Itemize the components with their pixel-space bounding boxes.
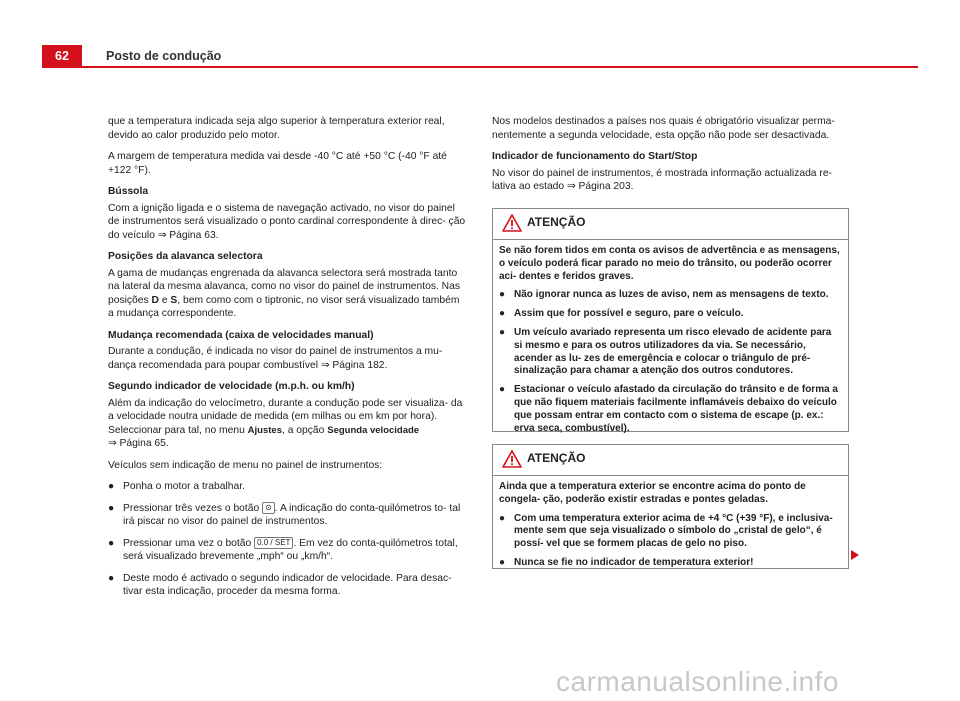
list-item [108,537,466,564]
menu-segunda-velocidade: Segunda velocidade [327,424,420,436]
paragraph [108,267,466,321]
list-text: Deste modo é activado o segundo indicador de velocidade. Para desac- tivar esta indicação, proceder da mesma forma. [123,572,452,597]
page-number: 62 [42,45,82,67]
gear-s: S [170,294,178,306]
warning-body [493,240,848,447]
list-text: Não ignorar nunca as luzes de aviso, nem as mensagens de texto. [514,289,829,301]
bullet-icon: ● [499,326,506,338]
section-title: Posto de condução [106,49,222,63]
subheading-posicoes: Posições da alavanca selectora [108,251,263,262]
subheading-segundo: Segundo indicador de velocidade (m.p.h. ou km/h) [108,381,355,392]
bullet-icon: ● [108,481,115,492]
list-item [108,480,466,494]
bullet-icon: ● [108,572,115,584]
warning-text: Se não forem tidos em conta os avisos de advertência e as mensagens, o veículo poderá ficar parado no meio do trânsito, ou poderão ocorrer aci- dentes e feridos graves. [499,245,840,282]
bullet-icon: ● [499,556,506,568]
subheading-startstop: Indicador de funcionamento do Start/Stop [492,151,698,162]
text: Pressionar uma vez o botão [123,537,255,549]
paragraph: No visor do painel de instrumentos, é mostrada informação actualizada re- lativa ao estado ⇒ Página 203. [492,167,832,192]
list-item [499,384,842,435]
page-reference: ⇒ Página 65. [108,438,169,449]
list-text: Estacionar o veículo afastado da circulação do trânsito e de forma a que não fiquem materiais facilmente inflamáveis debaixo do veículo que possam entrar em contacto com o sistema de escape (p. ex.: erva seca, combustível). [514,384,838,434]
warning-box [492,208,849,432]
paragraph: Veículos sem indicação de menu no painel de instrumentos: [108,459,383,471]
list-item [499,327,842,378]
bullet-icon: ● [499,308,506,320]
warning-triangle-icon [502,214,522,237]
warning-header [493,445,848,476]
list-item [499,557,842,570]
list-text: Um veículo avariado representa um risco elevado de acidente para si mesmo e para os outros utilizadores da via. Se necessário, acender as lu- zes de emergência e colocar o triângulo de pré-sinalização para chamar a atenção dos outros condutores. [514,326,832,377]
warning-header [493,209,848,240]
gear-d: D [151,294,159,306]
text: . Em vez do conta-quilómetros total, será visualizado brevemente „mph“ ou „km/h“. [123,537,458,562]
paragraph: Com a ignição ligada e o sistema de navegação activado, no visor do painel de instrumentos será visualizado o ponto cardinal correspondente à direc- ção do veículo ⇒ Página 63. [108,202,466,241]
text: , bem como com o tiptronic, no visor será visualizado também a mudança correspondente. [108,294,460,319]
text: Além da indicação do velocímetro, durante a condução pode ser visualiza- da a velocidade noutra unidade de medida (em milhas ou em km por hora). Seleccionar para tal, no menu [108,397,463,436]
text: . A indicação do conta-quilómetros to- tal irá piscar no visor do painel de instrumentos. [123,502,461,527]
text: e [158,294,171,306]
paragraph: Nos modelos destinados a países nos quais é obrigatório visualizar perma- nentemente a segunda velocidade, esta opção não pode ser desactivada. [492,116,835,141]
list-text: Assim que for possível e seguro, pare o veículo. [514,308,744,320]
watermark: carmanualsonline.info [556,666,839,697]
list-item [108,502,466,529]
set-button-icon: 0.0 / SET [254,537,293,549]
warning-triangle-icon [502,450,522,473]
paragraph: A margem de temperatura medida vai desde -40 °C até +50 °C (-40 °F até +122 °F). [108,151,447,176]
list-text: Nunca se fie no indicador de temperatura exterior! [514,556,754,568]
menu-ajustes: Ajustes [247,424,282,436]
warning-body [493,476,848,582]
list-item [108,572,466,599]
bullet-icon: ● [108,537,115,549]
header-divider [42,66,918,68]
bullet-icon: ● [499,512,506,524]
text: A gama de mudanças engrenada da alavanca selectora será mostrada tanto na lateral da mesma alavanca, como no visor do painel de instrumentos. Nas posições [108,267,460,306]
list-text: Com uma temperatura exterior acima de +4 °C (+39 °F), e inclusiva- mente sem que seja visualizado o símbolo do „cristal de gelo“, é possí- vel que se formem placas de gelo no piso. [514,512,833,550]
text: , a opção [282,424,328,436]
bullet-icon: ● [499,384,506,396]
left-column [108,115,466,607]
list-text: Ponha o motor a trabalhar. [123,481,245,492]
list-item [499,513,842,551]
paragraph: Durante a condução, é indicada no visor do painel de instrumentos a mu- dança recomendada para poupar combustível ⇒ Página 182. [108,346,443,371]
continue-arrow-icon [851,550,859,560]
bullet-icon: ● [499,289,506,301]
list-item [499,308,842,321]
warning-text: Ainda que a temperatura exterior se encontre acima do ponto de congela- ção, poderão existir estradas e pontes geladas. [499,481,806,505]
warning-box [492,444,849,569]
list-item [499,289,842,302]
warning-title: ATENÇÃO [527,215,586,229]
list-text [123,502,466,529]
right-column [492,115,848,202]
subheading-bussola: Bússola [108,186,149,197]
list-text [123,537,466,564]
paragraph: que a temperatura indicada seja algo superior à temperatura exterior real, devido ao calor produzido pelo motor. [108,116,445,141]
trip-button-icon: ⊙ [262,502,275,514]
text: Pressionar três vezes o botão [123,502,263,514]
subheading-mudanca: Mudança recomendada (caixa de velocidades manual) [108,329,374,341]
paragraph [108,397,466,451]
page-header [0,45,960,68]
bullet-icon: ● [108,502,115,514]
warning-title: ATENÇÃO [527,451,586,465]
